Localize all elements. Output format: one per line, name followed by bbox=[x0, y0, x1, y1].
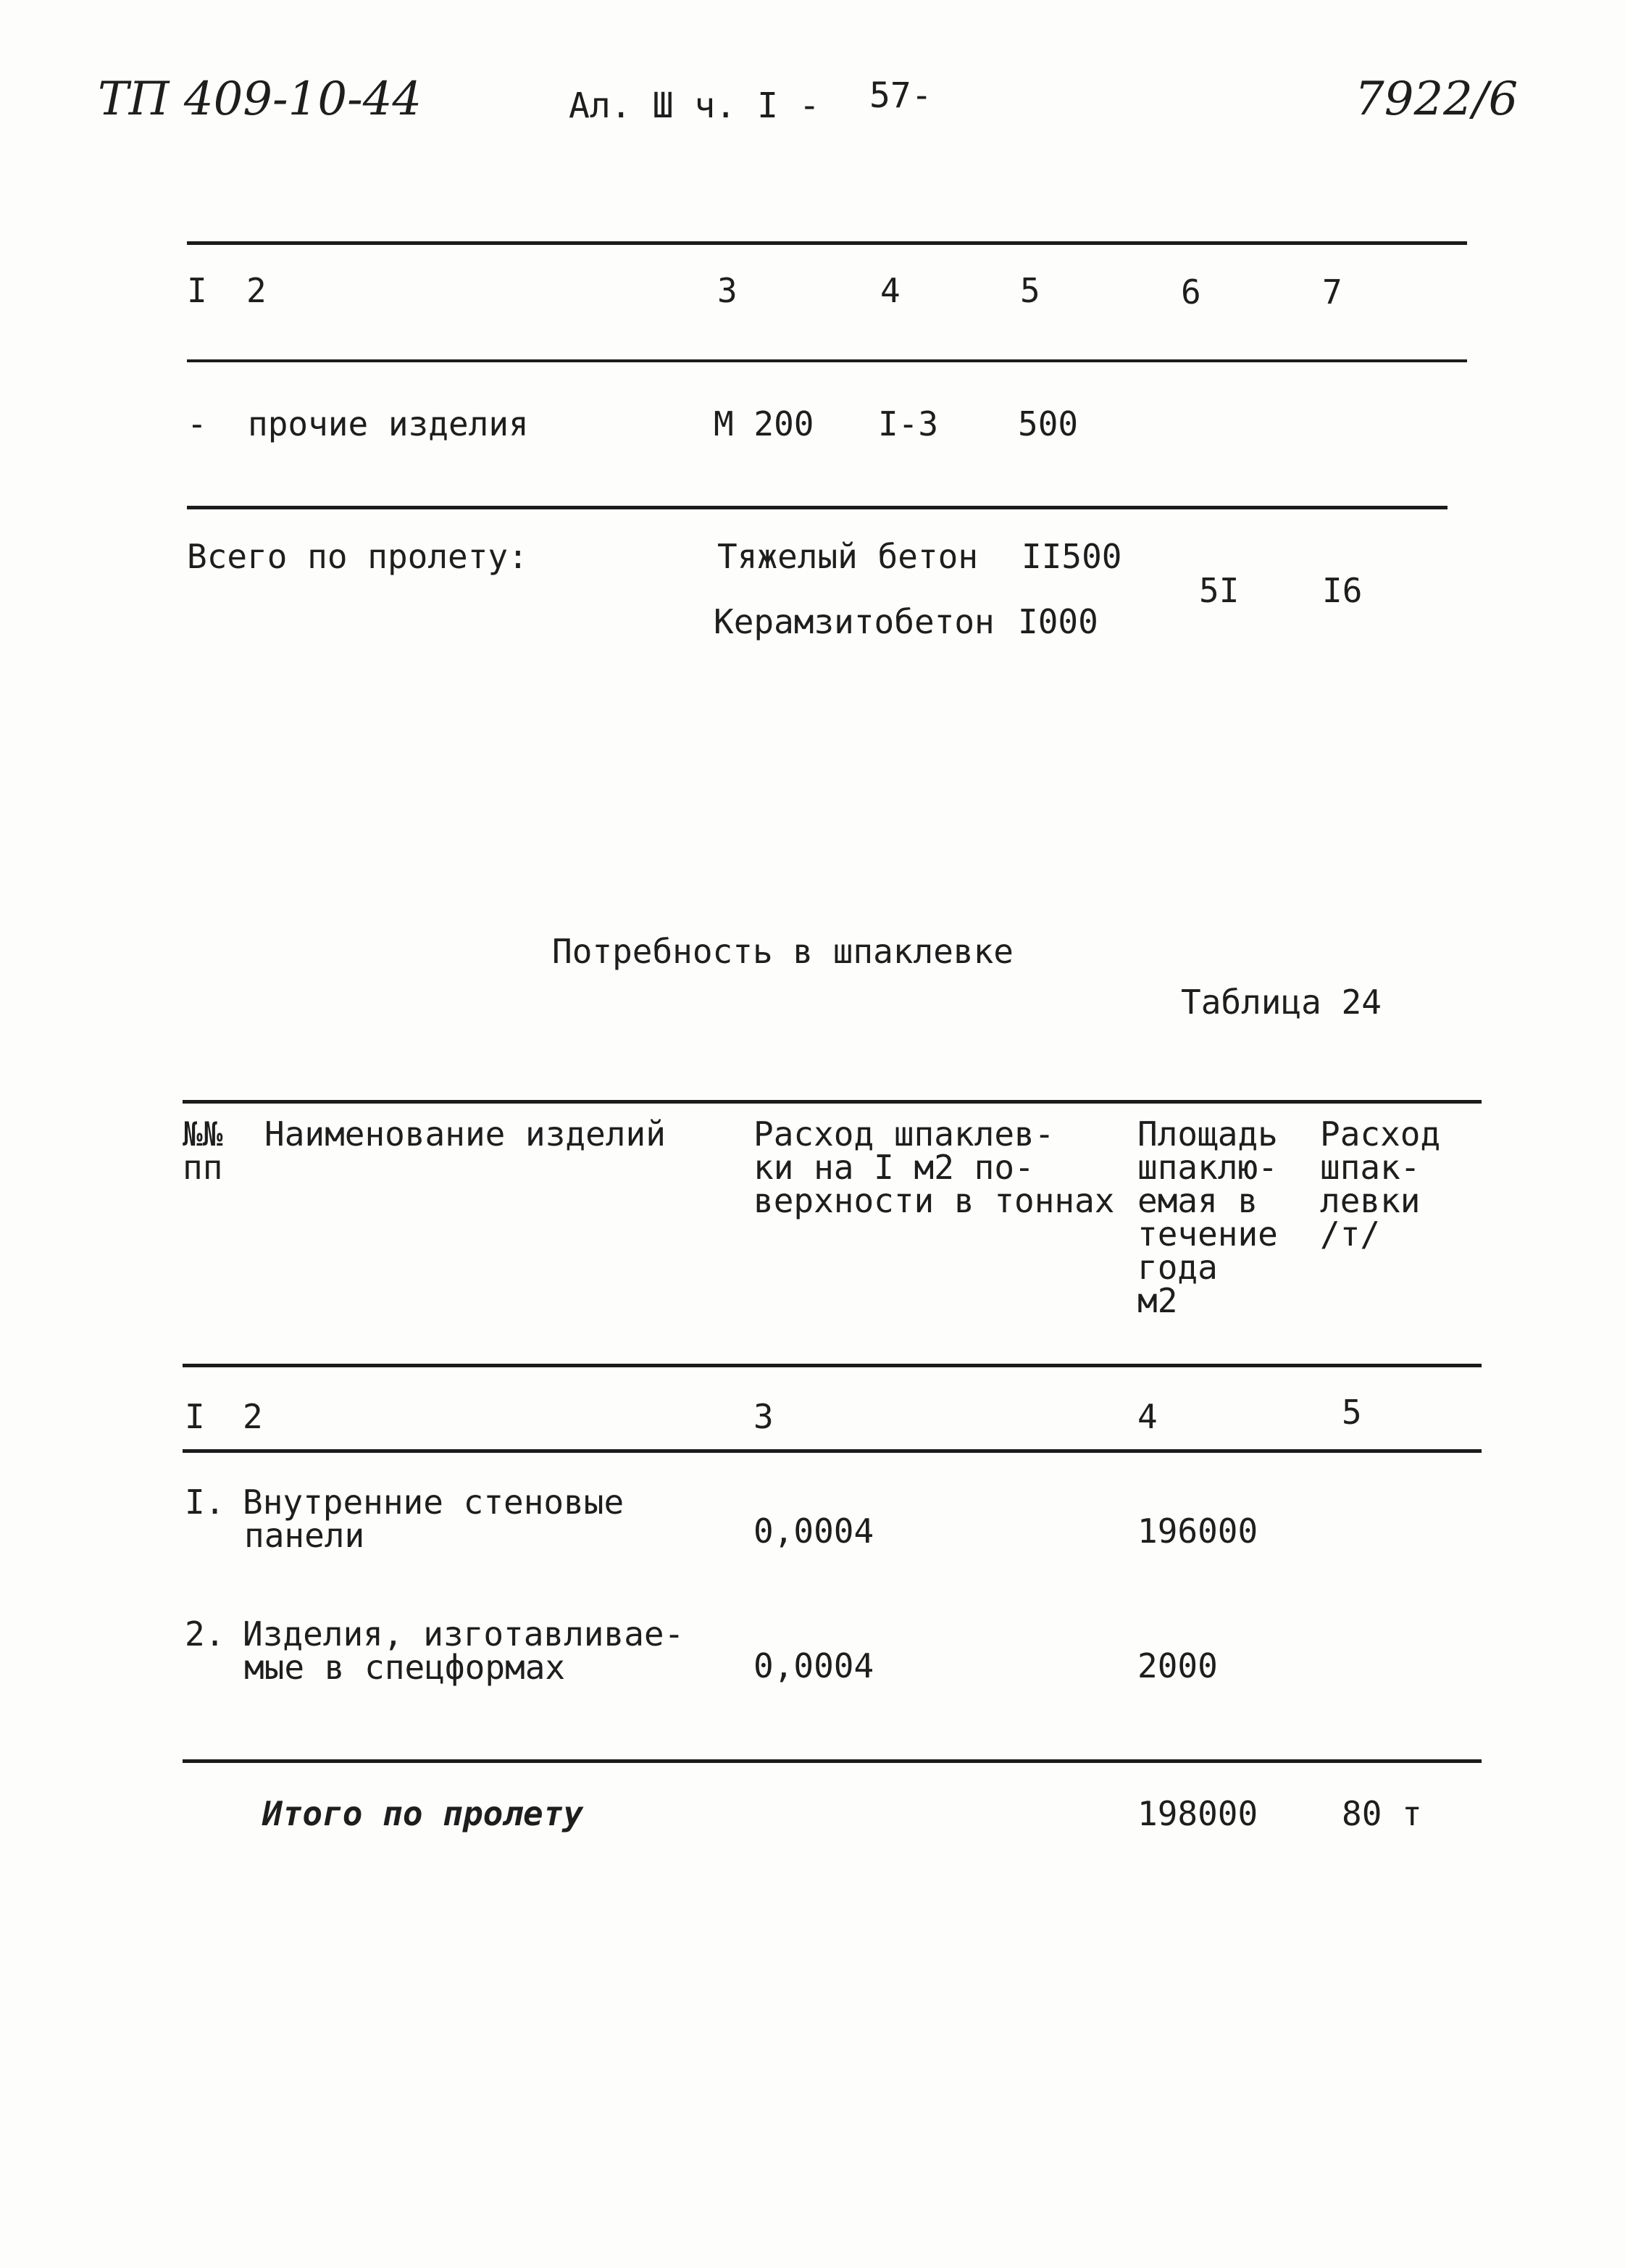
t24-header-total-line1: Расход bbox=[1320, 1114, 1441, 1154]
t1-colnum-5: 5 bbox=[1020, 271, 1040, 310]
t24-header-area-line6: м2 bbox=[1137, 1281, 1178, 1320]
table24-top-rule bbox=[183, 1100, 1482, 1104]
t24-header-name: Наименование изделий bbox=[264, 1114, 666, 1154]
t24-header-consumption-line1: Расход шпаклев- bbox=[753, 1114, 1055, 1154]
t1-total-col7: I6 bbox=[1322, 571, 1363, 610]
t1-row-name: прочие изделия bbox=[248, 404, 529, 443]
t24-header-total-line2: шпак- bbox=[1320, 1148, 1421, 1187]
t24-row1-name bbox=[243, 1483, 624, 1555]
t1-row-marker: - bbox=[187, 404, 207, 443]
t24-colnum-3: 3 bbox=[753, 1397, 774, 1436]
t24-header-consumption bbox=[753, 1114, 1115, 1220]
t24-header-consumption-line3: верхности в тоннах bbox=[753, 1181, 1115, 1220]
t24-header-total bbox=[1320, 1114, 1441, 1254]
t24-row2-name bbox=[243, 1614, 685, 1687]
t24-header-consumption-line2: ки на I м2 по- bbox=[753, 1148, 1035, 1187]
t1-total-col6: 5I bbox=[1199, 571, 1240, 610]
t1-row-grade: М 200 bbox=[714, 404, 814, 443]
t24-total-area: 198000 bbox=[1137, 1794, 1258, 1833]
t1-total-material-1: Тяжелый бетон bbox=[717, 537, 979, 576]
t24-header-area bbox=[1137, 1114, 1278, 1320]
table1-top-rule bbox=[187, 241, 1467, 245]
t24-header-area-line1: Площадь bbox=[1137, 1114, 1278, 1154]
t1-colnum-6: 6 bbox=[1181, 272, 1201, 312]
table24-header-rule bbox=[183, 1364, 1482, 1367]
t24-header-total-line4: /т/ bbox=[1320, 1214, 1381, 1254]
t1-total-label: Всего по пролету: bbox=[187, 537, 528, 576]
t24-row2-area: 2000 bbox=[1137, 1646, 1218, 1685]
album-reference: Ал. Ш ч. I - bbox=[569, 86, 820, 126]
table1-total-rule bbox=[187, 506, 1448, 509]
t24-total-label: Итого по пролету bbox=[262, 1794, 584, 1833]
table24-label: Таблица 24 bbox=[1181, 983, 1382, 1022]
t1-row-volume: 500 bbox=[1018, 404, 1079, 443]
table1-header-rule bbox=[187, 359, 1467, 362]
t1-colnum-1: I bbox=[187, 271, 207, 310]
t24-row2-num: 2. bbox=[185, 1614, 225, 1654]
t24-row1-consumption: 0,0004 bbox=[753, 1512, 874, 1551]
t24-row1-area: 196000 bbox=[1137, 1512, 1258, 1551]
t24-row1-name-line2: панели bbox=[244, 1516, 365, 1555]
table24-total-rule bbox=[183, 1759, 1482, 1763]
t1-colnum-3: 3 bbox=[717, 271, 738, 310]
t24-header-num-line2: пп bbox=[183, 1148, 223, 1187]
t24-total-value: 80 т bbox=[1342, 1794, 1422, 1833]
t1-row-class: I-3 bbox=[878, 404, 939, 443]
t24-row2-name-line2: мые в спецформах bbox=[244, 1648, 566, 1687]
t24-header-area-line2: шпаклю- bbox=[1137, 1148, 1278, 1187]
t24-colnum-4: 4 bbox=[1137, 1397, 1158, 1436]
t24-colnum-1: I bbox=[185, 1397, 205, 1436]
document-code: ТП 409-10-44 bbox=[98, 72, 422, 126]
t24-colnum-2: 2 bbox=[243, 1397, 263, 1436]
t1-colnum-2: 2 bbox=[246, 271, 267, 310]
t24-header-area-line5: года bbox=[1137, 1248, 1218, 1287]
t24-header-num-line1: №№ bbox=[183, 1114, 223, 1154]
t24-header-total-line3: левки bbox=[1320, 1181, 1421, 1220]
t24-row2-name-line1: Изделия, изготавливае- bbox=[243, 1614, 685, 1654]
t1-total-material-2: Керамзитобетон bbox=[714, 602, 995, 641]
t1-colnum-7: 7 bbox=[1322, 272, 1342, 312]
t1-total-value-2: I000 bbox=[1018, 602, 1098, 641]
t24-header-area-line3: емая в bbox=[1137, 1181, 1258, 1220]
t24-header-area-line4: течение bbox=[1137, 1214, 1278, 1254]
table24-title: Потребность в шпаклевке bbox=[552, 932, 1014, 971]
t24-row2-consumption: 0,0004 bbox=[753, 1646, 874, 1685]
page-number: 57- bbox=[869, 75, 932, 116]
t1-colnum-4: 4 bbox=[880, 271, 901, 310]
t24-header-num bbox=[183, 1114, 223, 1187]
t24-row1-num: I. bbox=[185, 1483, 225, 1522]
t1-total-value-1: II500 bbox=[1022, 537, 1122, 576]
sheet-number: 7922/6 bbox=[1355, 72, 1519, 126]
t24-row1-name-line1: Внутренние стеновые bbox=[243, 1483, 624, 1522]
table24-colnum-rule bbox=[183, 1449, 1482, 1453]
t24-colnum-5: 5 bbox=[1342, 1393, 1362, 1432]
